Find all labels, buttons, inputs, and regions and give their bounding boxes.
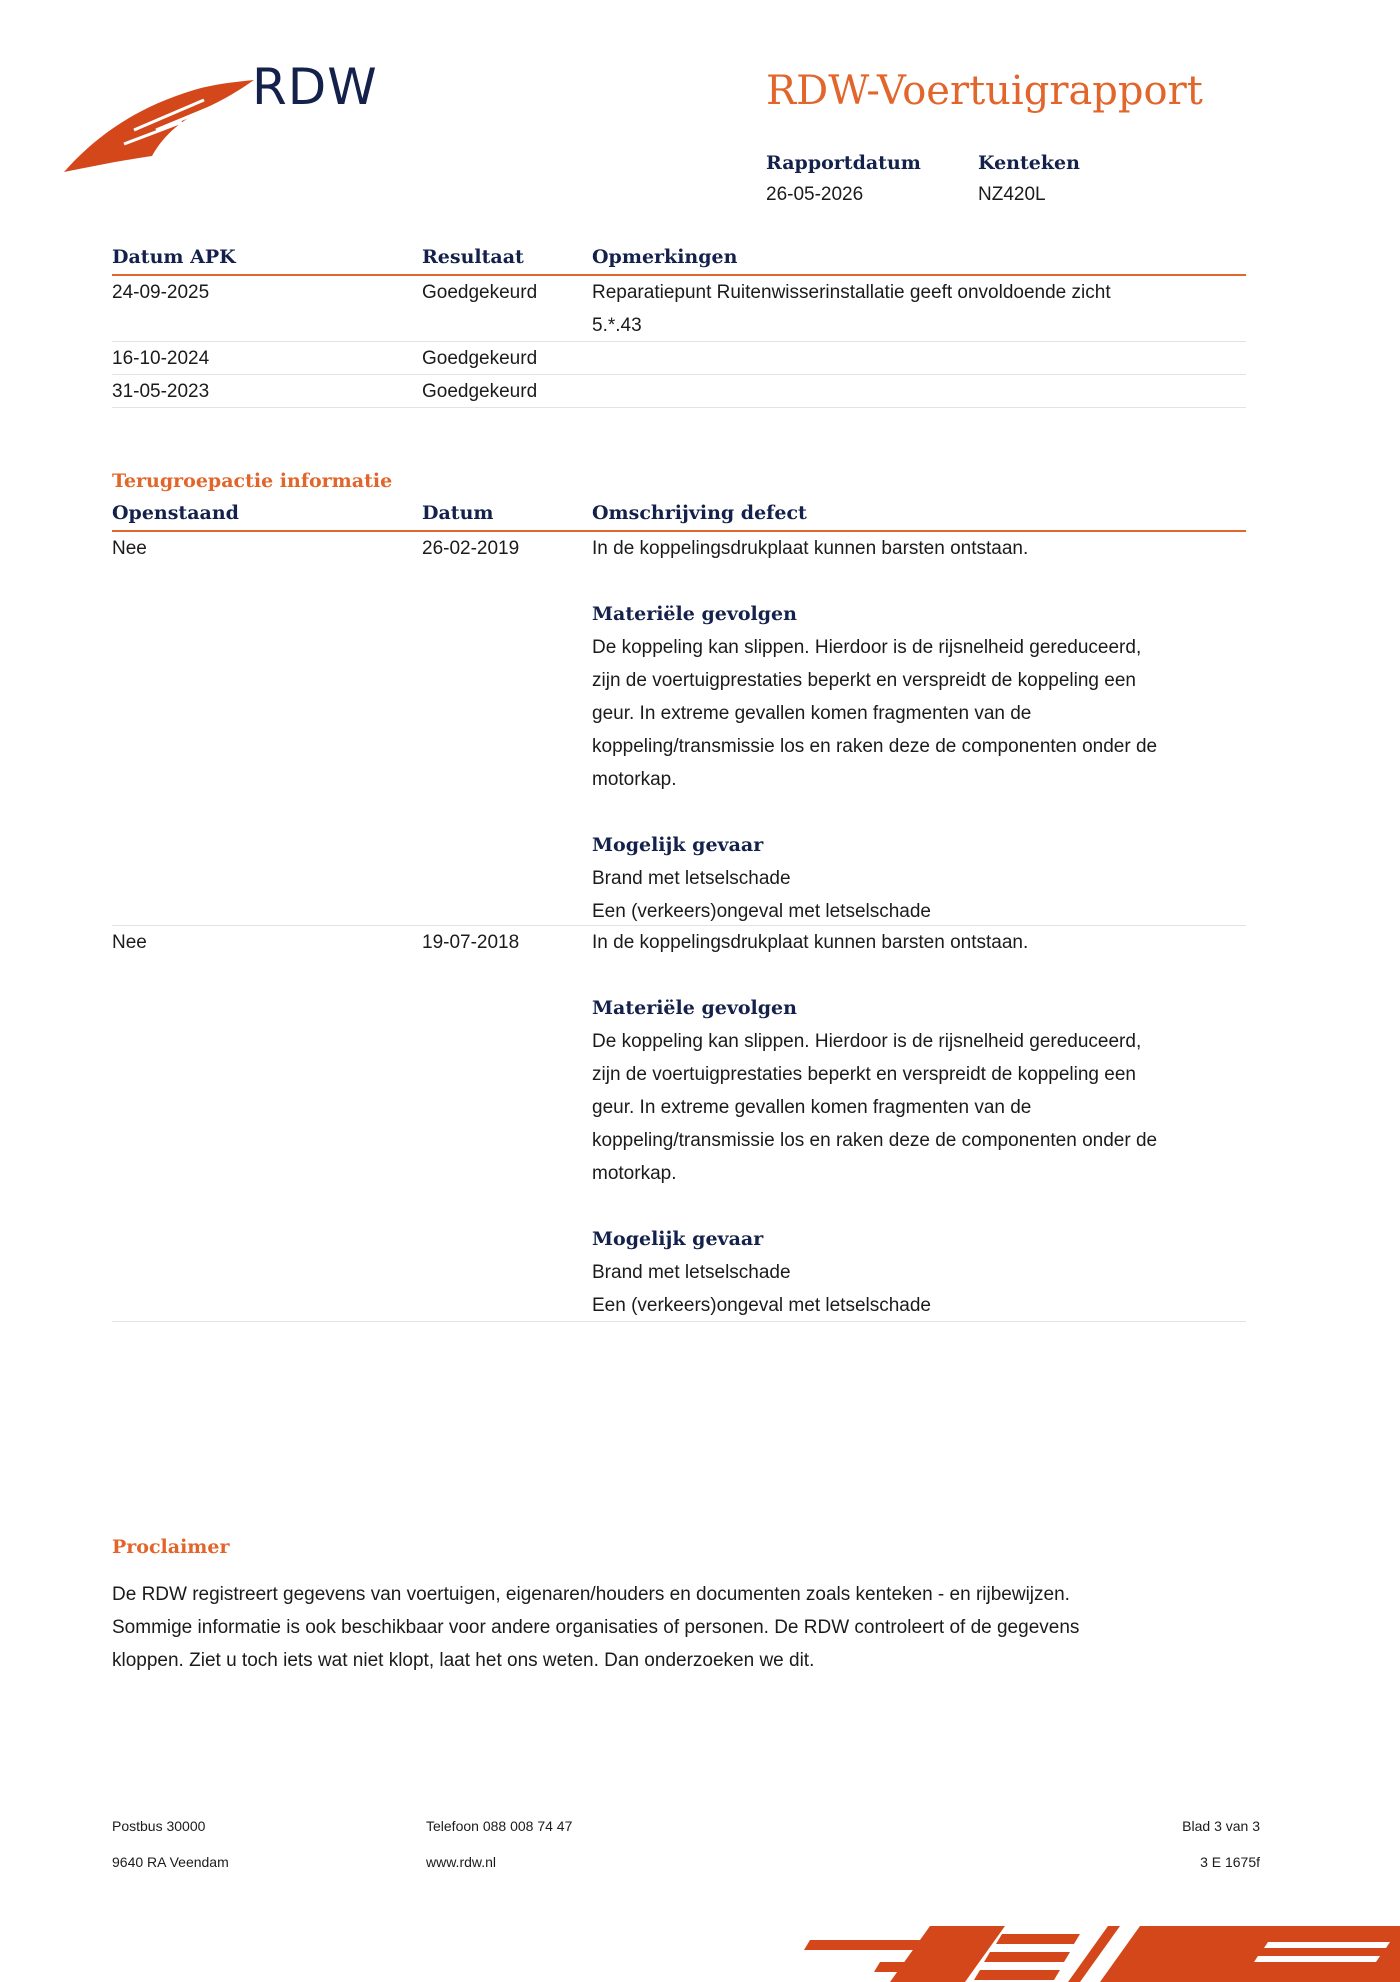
consequences-line: motorkap. [592,769,677,790]
danger-label: Mogelijk gevaar [592,834,764,856]
danger-line: Een (verkeers)ongeval met letselschade [592,1295,932,1316]
footer-website[interactable]: www.rdw.nl [426,1854,497,1870]
footer-postbus: Postbus 30000 [112,1818,206,1834]
apk-col-remarks: Opmerkingen [592,246,738,268]
apk-remark [592,276,1242,342]
consequences-line: geur. In extreme gevallen komen fragmenten van de [592,1097,1032,1118]
consequences-line: geur. In extreme gevallen komen fragmenten van de [592,703,1032,724]
plate-block [978,152,1080,206]
recall-description [592,926,1242,1322]
footer-phone: Telefoon 088 008 74 47 [426,1818,573,1834]
table-row [112,375,1246,408]
recall-description [592,532,1242,928]
recall-table [112,502,1246,1322]
recall-open: Nee [112,538,147,559]
plate-label: Kenteken [978,152,1080,174]
consequences-line: motorkap. [592,1163,677,1184]
apk-remark-line: Reparatiepunt Ruitenwisserinstallatie geeft onvoldoende zicht [592,282,1111,303]
proclaimer-text [112,1578,1252,1677]
consequences-line: koppeling/transmissie los en raken deze de componenten onder de [592,736,1158,757]
consequences-line: koppeling/transmissie los en raken deze de componenten onder de [592,1130,1158,1151]
apk-date: 31-05-2023 [112,381,210,402]
recall-table-header [112,502,1246,532]
footer-page-number: Blad 3 van 3 [1182,1818,1260,1834]
table-row [112,532,1246,926]
apk-col-result: Resultaat [422,246,524,268]
decorative-stripes-icon [790,1922,1400,1982]
rdw-logo-icon [64,60,254,180]
recall-defect: In de koppelingsdrukplaat kunnen barsten ontstaan. [592,538,1029,559]
apk-col-date: Datum APK [112,246,236,268]
consequences-line: zijn de voertuigprestaties beperkt en verspreidt de koppeling een [592,670,1136,691]
footer-doc-code: 3 E 1675f [1200,1854,1260,1870]
recall-col-date: Datum [422,502,494,524]
proclaimer-title: Proclaimer [112,1536,230,1558]
apk-result: Goedgekeurd [422,381,538,402]
logo-wordmark: RDW [252,58,378,116]
recall-date: 19-07-2018 [422,932,520,953]
proclaimer-line: Sommige informatie is ook beschikbaar voor andere organisaties of personen. De RDW controleert of de gegevens [112,1617,1080,1638]
report-title: RDW-Voertuigrapport [766,68,1203,114]
consequences-line: zijn de voertuigprestaties beperkt en verspreidt de koppeling een [592,1064,1136,1085]
recall-section-title: Terugroepactie informatie [112,470,393,492]
proclaimer-line: kloppen. Ziet u toch iets wat niet klopt, laat het ons weten. Dan onderzoeken we dit. [112,1650,815,1671]
recall-col-open: Openstaand [112,502,239,524]
recall-open: Nee [112,932,147,953]
report-date-value: 26-05-2026 [766,184,864,205]
consequences-line: De koppeling kan slippen. Hierdoor is de rijsnelheid gereduceerd, [592,637,1142,658]
apk-table [112,246,1246,408]
apk-date: 24-09-2025 [112,282,210,303]
apk-table-header [112,246,1246,276]
apk-result: Goedgekeurd [422,348,538,369]
table-row [112,342,1246,375]
table-row [112,926,1246,1322]
footer-address: 9640 RA Veendam [112,1854,229,1870]
apk-result: Goedgekeurd [422,282,538,303]
consequences-label: Materiële gevolgen [592,603,797,625]
recall-col-defect: Omschrijving defect [592,502,807,524]
apk-remark-line: 5.*.43 [592,315,642,336]
apk-date: 16-10-2024 [112,348,210,369]
danger-label: Mogelijk gevaar [592,1228,764,1250]
danger-line: Brand met letselschade [592,1262,791,1283]
report-date-block [766,152,921,206]
table-row [112,276,1246,342]
danger-line: Een (verkeers)ongeval met letselschade [592,901,932,922]
proclaimer-line: De RDW registreert gegevens van voertuigen, eigenaren/houders en documenten zoals kenteken - en rijbewijzen. [112,1584,1070,1605]
danger-line: Brand met letselschade [592,868,791,889]
consequences-label: Materiële gevolgen [592,997,797,1019]
report-date-label: Rapportdatum [766,152,921,174]
consequences-line: De koppeling kan slippen. Hierdoor is de rijsnelheid gereduceerd, [592,1031,1142,1052]
plate-value: NZ420L [978,184,1046,205]
recall-defect: In de koppelingsdrukplaat kunnen barsten ontstaan. [592,932,1029,953]
recall-date: 26-02-2019 [422,538,520,559]
